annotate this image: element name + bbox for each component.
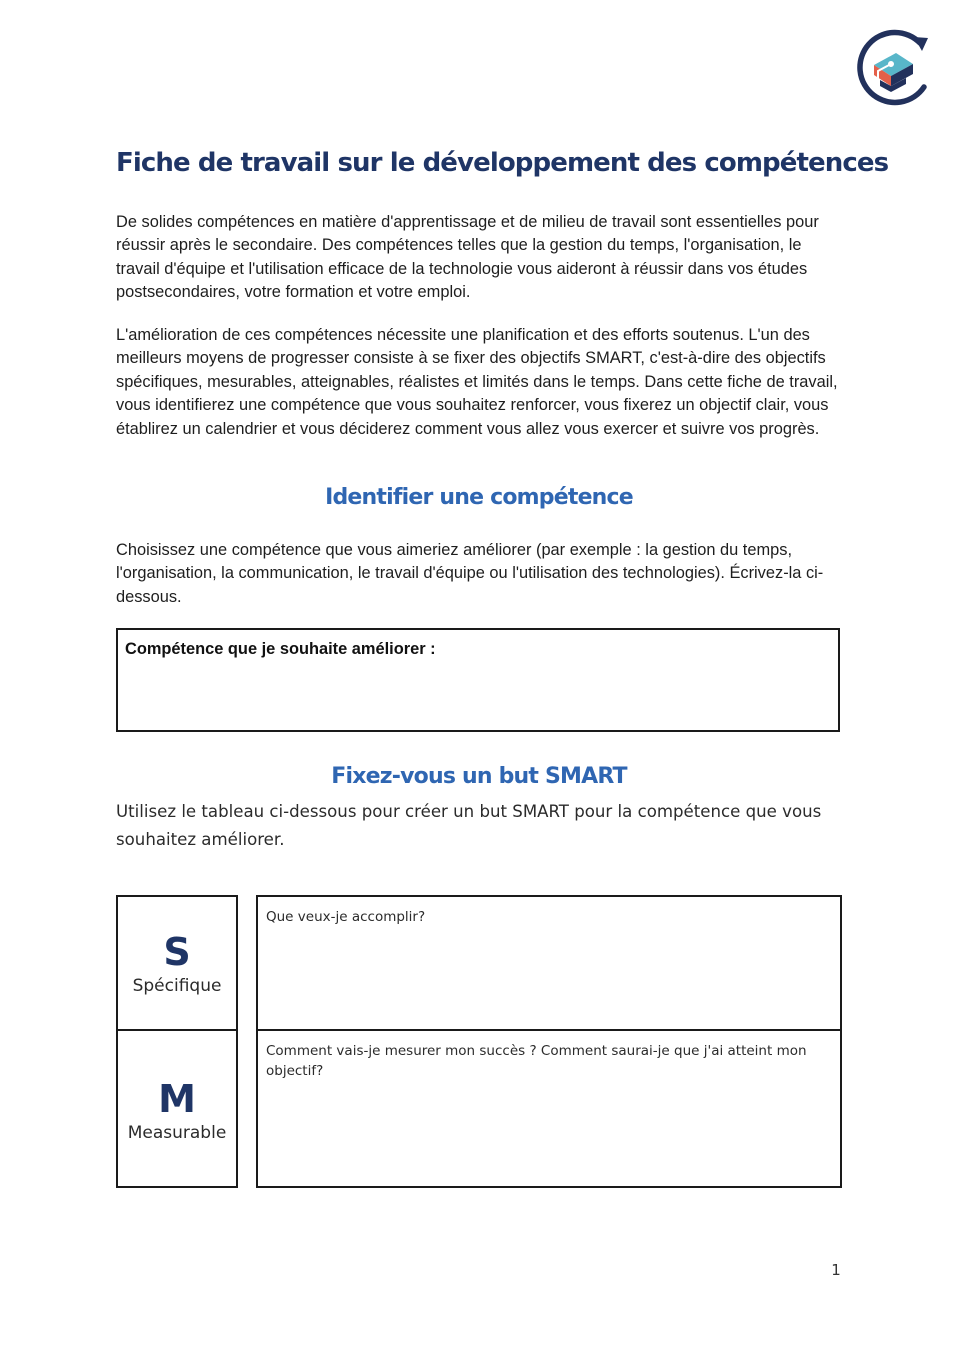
smart-goal-heading: Fixez-vous un but SMART [331,764,627,789]
smart-goal-instructions: Utilisez le tableau ci-dessous pour créer un but SMART pour la compétence que vous souhaitez améliorer. [116,802,822,849]
page-title: Fiche de travail sur le développement des compétences [116,148,889,178]
smart-m-answer-cell[interactable] [256,1029,842,1188]
identify-skill-heading: Identifier une compétence [325,485,633,510]
smart-word-specifique: Spécifique [132,976,222,996]
skill-answer-label: Compétence que je souhaite améliorer : [125,640,436,658]
smart-letter-m: M [158,1077,196,1121]
smart-s-prompt: Que veux-je accomplir? [266,909,426,925]
intro-paragraph-1: De solides compétences en matière d'apprentissage et de milieu de travail sont essentielles pour réussir après le secondaire. Des compétences telles que la gestion du temps, l'organisation, le travail d'équipe et l'utilisation efficace de la technologie vous aideront à réussir dans vos études postsecondaires, votre formation et votre emploi. [116,213,819,302]
smart-letter-s: S [163,930,191,974]
smart-m-prompt: Comment vais-je mesurer mon succès ? Comment saurai-je que j'ai atteint mon objectif? [266,1043,807,1079]
smart-word-measurable: Measurable [127,1123,227,1143]
smart-s-answer-cell[interactable] [256,895,842,1031]
intro-paragraph-2: L'amélioration de ces compétences nécessite une planification et des efforts soutenus. L'un des meilleurs moyens de progresser consiste à se fixer des objectifs SMART, c'est-à-dire des objectifs spécifiques, mesurables, atteignables, réalistes et limités dans le temps. Dans cette fiche de travail, vous identifierez une compétence que vous souhaitez renforcer, vous fixerez un objectif clair, vous établirez un calendrier et vous déciderez comment vous allez vous exercer et suivre vos progrès. [116,326,838,438]
page-number: 1 [831,1261,841,1279]
smart-m-label-cell [116,1029,238,1188]
graduation-cap-cycle-logo-icon [848,24,934,110]
smart-s-label-cell [116,895,238,1031]
identify-skill-instructions: Choisissez une compétence que vous aimeriez améliorer (par exemple : la gestion du temps, l'organisation, la communication, le travail d'équipe ou l'utilisation des technologies). Écrivez-la ci-dessous. [116,541,824,606]
skill-answer-box[interactable] [116,628,840,732]
